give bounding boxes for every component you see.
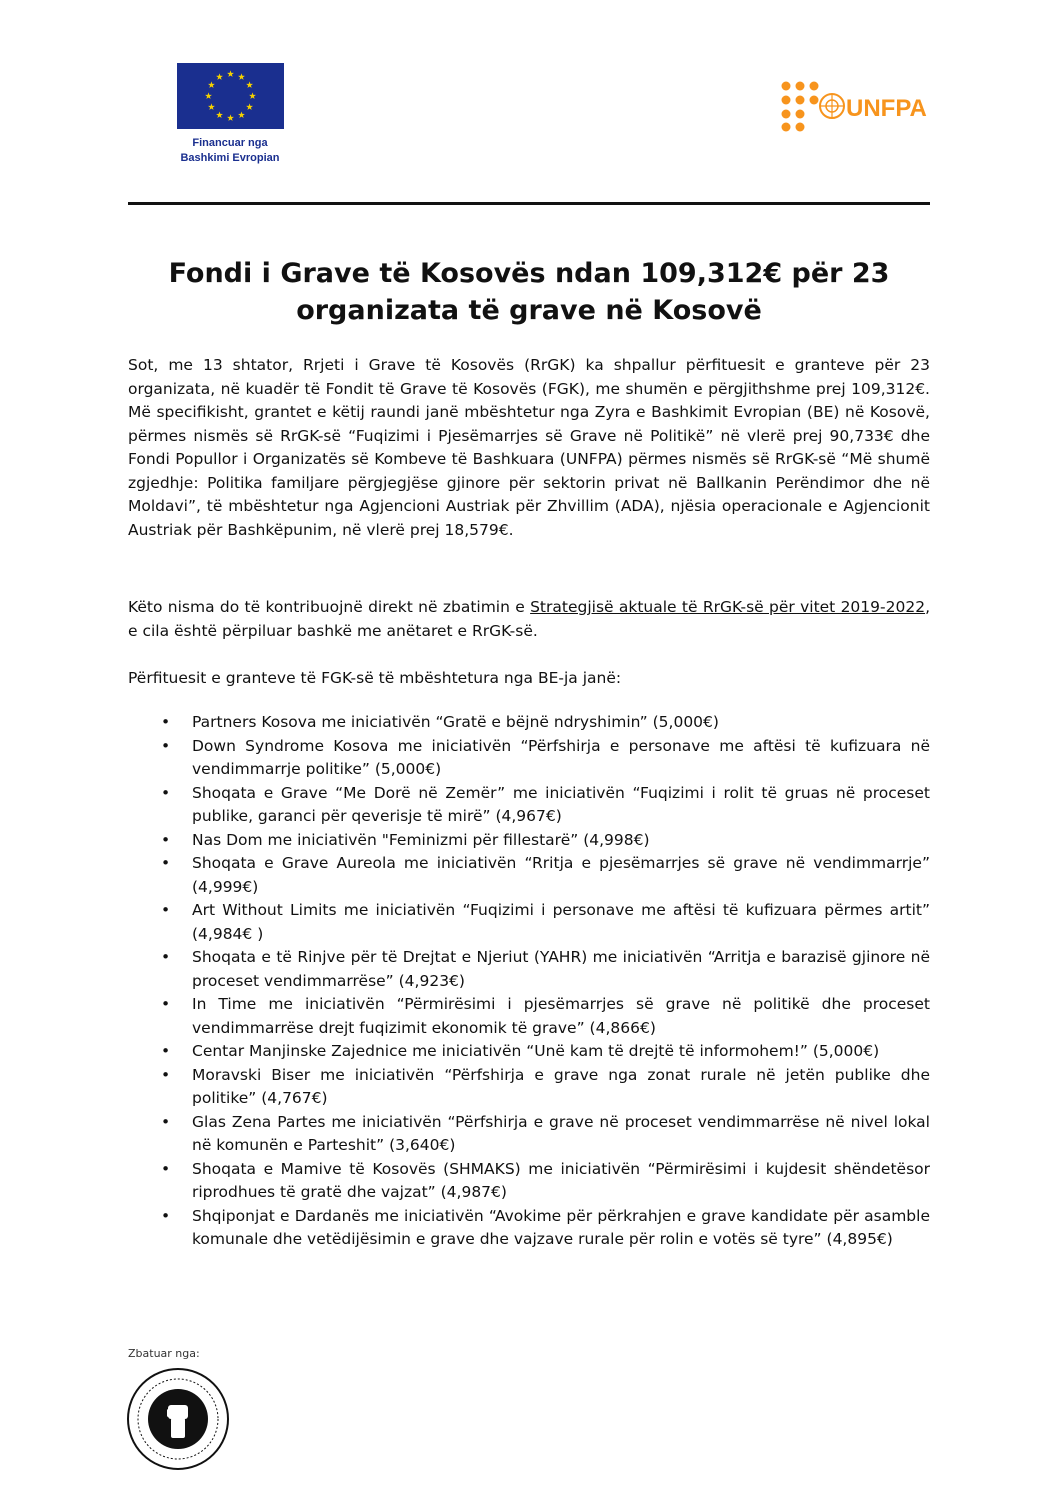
grantee-item [128,1111,930,1158]
grantee-text: Down Syndrome Kosova me iniciativën “Përfshirja e personave me aftësi të kufizuara në vendimmarrje politike” (5,000€) [192,736,930,778]
grantee-text: Art Without Limits me iniciativën “Fuqizimi i personave me aftësi të kufizuara përmes artit” (4,984€ ) [192,901,930,943]
grantee-item [128,899,930,946]
grantee-item [128,1158,930,1205]
grantee-item [128,852,930,899]
unfpa-dots-icon [782,82,819,132]
grantee-text: Nas Dom me iniciativën "Feminizmi për fillestarë” (4,998€) [192,830,650,849]
strategy-link[interactable]: Strategjisë aktuale të RrGK-së për vitet 2019-2022 [530,598,926,616]
bullet-icon: • [161,854,171,872]
title-line1: Fondi i Grave të Kosovës ndan 109,312€ për 23 [168,258,890,289]
unfpa-logo [778,80,933,132]
eu-funding-caption [150,136,310,166]
eu-star-icon [227,70,234,77]
eu-star-icon [246,81,253,88]
eu-star-icon [227,114,234,121]
eu-star-icon [249,92,256,99]
eu-star-icon [246,103,253,110]
bullet-icon: • [161,713,171,731]
bullet-icon: • [161,736,171,755]
grantee-item [128,735,930,782]
eu-star-icon [238,73,245,80]
eu-star-icon [216,111,223,118]
eu-stars-icon [177,63,284,129]
eu-star-icon [216,73,223,80]
bullet-icon: • [161,1065,171,1084]
grantee-text: Glas Zena Partes me iniciativën “Përfshirja e grave në proceset vendimmarrëse në nivel lokal në komunën e Parteshit” (3,640€) [192,1112,930,1154]
bullet-icon: • [161,948,171,966]
eu-flag-logo [177,63,284,129]
grantee-text: Partners Kosova me iniciativën “Gratë e bëjnë ndryshimin” (5,000€) [192,713,719,731]
grantee-item [128,1040,930,1064]
grantee-text: Shoqata e Grave Aureola me iniciativën “Rritja e pjesëmarrjes së grave në vendimmarrje” (4,999€) [192,854,930,896]
kwn-logo [126,1367,230,1471]
intro-paragraph: Sot, me 13 shtator, Rrjeti i Grave të Kosovës (RrGK) ka shpallur përfituesit e granteve për 23 organizata, në kuadër të Fondit të Grave të Kosovës (FGK), me shumën e përgjithshme prej 109,312€. Më specifikisht, grantet e këtij raundi janë mbështetur nga Zyra e Bashkimit Evropian (BE) në Kosovë, përmes nismës së RrGK-së “Fuqizimi i Pjesëmarrjes së Grave në Politikë” në vlerë prej 90,733€ dhe Fondi Popullor i Organizatës së Kombeve të Bashkuara (UNFPA) përmes nismës së RrGK-së “Më shumë zgjedhje: Politika familjare përgjegjëse gjinore për sektorin privat në Ballkanin Perëndimor dhe në Moldavi”, të mbështetur nga Agjencioni Austriak për Zhvillim (ADA), njësia operacionale e Agjencionit Austriak për Bashkëpunim, në vlerë prej 18,579€. [128,356,930,539]
grantee-item [128,1205,930,1252]
page-title [128,255,930,329]
bullet-icon: • [161,1042,171,1060]
grantee-item [128,711,930,735]
grantee-item [128,946,930,993]
grantee-text: Shqiponjat e Dardanës me iniciativën “Avokime për përkrahjen e grave kandidate për asamble komunale dhe vetëdijësimin e grave dhe vajzave rurale për rolin e votës së tyre” (4,895€) [192,1206,930,1248]
implemented-by-label: Zbatuar nga: [128,1347,200,1360]
grantee-text: In Time me iniciativën “Përmirësimi i pjesëmarrjes së grave në politikë dhe proceset vendimmarrëse drejt fuqizimit ekonomik të grave” (4,866€) [192,995,930,1037]
grantees-intro: Përfituesit e granteve të FGK-së të mbështetura nga BE-ja janë: [128,669,622,687]
eu-star-icon [208,103,215,110]
bullet-icon: • [161,1206,171,1225]
grantee-text: Shoqata e Mamive të Kosovës (SHMAKS) me iniciativën “Përmirësimi i kujdesit shëndetësor riprodhues të gratë dhe vajzat” (4,987€) [192,1159,930,1201]
bullet-icon: • [161,830,171,849]
grantee-item [128,829,930,853]
eu-caption-line1: Financuar nga [192,137,268,149]
bullet-icon: • [161,995,171,1013]
grantee-text: Moravski Biser me iniciativën “Përfshirja e grave nga zonat rurale në jetën publike dhe politike” (4,767€) [192,1065,930,1107]
strategy-text-before: Këto nisma do të kontribuojnë direkt në zbatimin e [128,598,531,616]
eu-star-icon [238,111,245,118]
title-line2: organizata të grave në Kosovë [296,295,762,326]
eu-star-icon [205,92,212,99]
grantee-item [128,782,930,829]
grantee-text: Centar Manjinske Zajednice me iniciativën “Unë kam të drejtë të informohem!” (5,000€) [192,1042,880,1060]
eu-caption-line2: Bashkimi Evropian [180,152,280,164]
bullet-icon: • [161,901,171,919]
grantee-item [128,993,930,1040]
grantee-text: Shoqata e Grave “Me Dorë në Zemër” me iniciativën “Fuqizimi i rolit të gruas në proceset publike, garanci për qeverisje të mirë” (4,967€) [192,783,930,825]
grantee-text: Shoqata e të Rinjve për të Drejtat e Njeriut (YAHR) me iniciativën “Arritja e barazisë gjinore në proceset vendimmarrëse” (4,923€) [192,948,930,990]
eu-star-icon [208,81,215,88]
strategy-paragraph [128,596,930,643]
header-divider [128,202,930,205]
grantee-item [128,1064,930,1111]
bullet-icon: • [161,1112,171,1131]
unfpa-wordmark: UNFPA [846,95,927,122]
strategy-text-after: , e cila është përpiluar bashkë me anëtaret e RrGK-së. [128,598,930,640]
un-emblem-icon [820,94,844,118]
grantees-list [128,711,930,1252]
bullet-icon: • [161,783,171,802]
bullet-icon: • [161,1159,171,1178]
